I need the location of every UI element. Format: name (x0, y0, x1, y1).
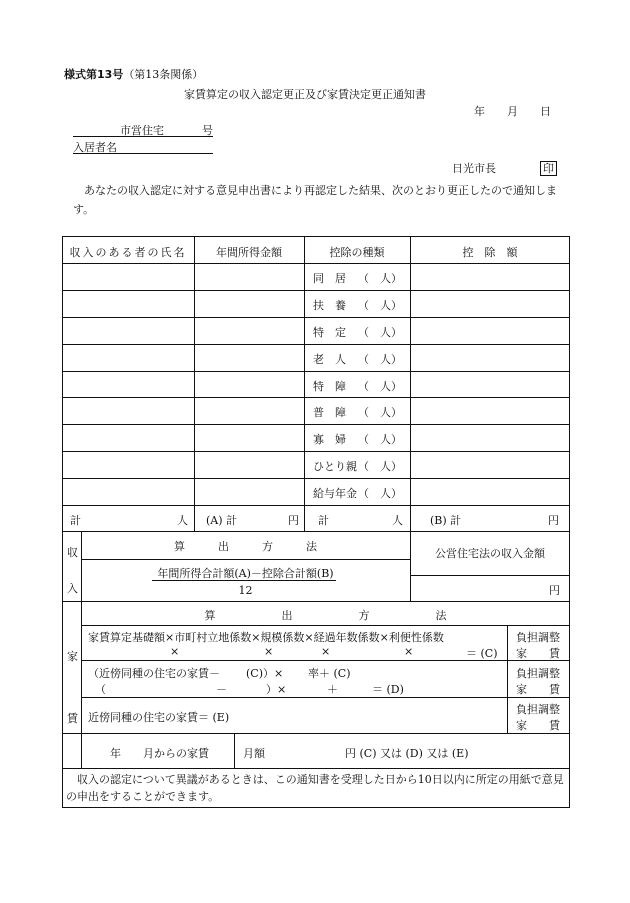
deduction-type-4: 老 人 (313, 353, 346, 366)
deduction-type-6: 普 障 (313, 406, 346, 419)
formula1-op-4: × (404, 645, 414, 658)
deduction-count-8: （ 人） (358, 460, 402, 473)
deduction-type-7: 寡 婦 (313, 433, 346, 446)
total-b-unit: 円 (548, 514, 559, 527)
rent-side-label-top: 家 (67, 650, 78, 663)
total-label-2: 計 (318, 514, 329, 527)
document-title: 家賃算定の収入認定更正及び家賃決定更正通知書 (184, 88, 426, 101)
deduction-type-5: 特 障 (313, 380, 346, 393)
income-side-label-bottom: 入 (67, 582, 78, 595)
burden-label-3b: 家 賃 (516, 719, 560, 732)
date-line: 年 月 日 (474, 105, 551, 118)
resident-name-field: 入居者名 (73, 139, 213, 154)
deduction-count-6: （ 人） (358, 406, 402, 419)
header-deduction-amount: 控 除 額 (462, 246, 518, 259)
deduction-type-3: 特 定 (313, 326, 346, 339)
intro-paragraph: あなたの収入認定に対する意見申出書により再認定した結果、次のとおり更正したので通知します。 (73, 184, 557, 216)
formula-numerator: 年間所得合計額(A)－控除合計額(B) (157, 567, 334, 580)
public-housing-income-label: 公営住宅法の収入金額 (435, 547, 545, 560)
deduction-count-9: （ 人） (358, 487, 402, 500)
total-a-unit: 円 (288, 514, 299, 527)
form-clause: （第13条関係） (123, 68, 204, 81)
deduction-count-1: （ 人） (358, 272, 402, 285)
deduction-count-4: （ 人） (358, 353, 402, 366)
formula1-op-2: × (264, 645, 274, 658)
number-line: 市営住宅 号 (73, 122, 213, 137)
burden-label-2b: 家 賃 (516, 683, 560, 696)
total-persons-unit: 人 (177, 514, 188, 527)
burden-label-1b: 家 賃 (516, 647, 560, 660)
header-deduction-type: 控除の種類 (329, 246, 385, 259)
rent-side-label-bottom: 賃 (67, 712, 78, 725)
deduction-count-3: （ 人） (358, 326, 402, 339)
formula2-line2-3: ）× (266, 683, 287, 696)
total-label: 計 (70, 514, 81, 527)
objection-note: 収入の認定について異議があるときは、この通知書を受理した日から10日以内に所定の用紙で意見の申出をすることができます。 (66, 773, 564, 803)
formula3: 近傍同種の住宅の家賃＝ (E) (88, 711, 230, 724)
income-method-header: 算 出 方 法 (174, 540, 317, 553)
deduction-type-8: ひとり親 (313, 460, 357, 473)
header-income: 年間所得金額 (216, 246, 282, 259)
formula1-line1: 家賃算定基礎額×市町村立地係数×規模係数×経過年数係数×利便性係数 (88, 631, 444, 644)
income-side-label-top: 収 (67, 546, 78, 559)
formula-denominator: 12 (238, 584, 253, 597)
formula1-op-1: × (170, 645, 180, 658)
deduction-count-5: （ 人） (358, 380, 402, 393)
total-persons-unit-2: 人 (392, 514, 403, 527)
income-yen-unit: 円 (549, 584, 560, 597)
total-b-label: (B) 計 (430, 514, 462, 527)
formula2-result: ＝ (D) (372, 683, 404, 696)
burden-label-3a: 負担調整 (516, 703, 560, 716)
deduction-type-1: 同 居 (313, 272, 346, 285)
burden-label-2a: 負担調整 (516, 667, 560, 680)
formula2-part-3: 率＋ (C) (308, 667, 351, 680)
seal-mark: 印 (540, 161, 557, 176)
monthly-value: 円 (C) 又は (D) 又は (E) (345, 747, 469, 760)
deduction-count-2: （ 人） (358, 299, 402, 312)
deduction-type-9: 給与年金 (313, 487, 357, 500)
deduction-type-2: 扶 養 (313, 299, 346, 312)
issuer: 日光市長 印 (452, 160, 557, 176)
formula2-part-2: (C)）× (246, 667, 284, 680)
total-a-label: (A) 計 (206, 514, 238, 527)
formula2-part-1: （近傍同種の住宅の家賃－ (88, 667, 220, 680)
burden-label-1a: 負担調整 (516, 631, 560, 644)
deduction-count-7: （ 人） (358, 433, 402, 446)
form-number: 様式第13号 (64, 68, 124, 81)
monthly-label: 月額 (243, 747, 265, 760)
rent-from-label: 年 月からの家賃 (110, 747, 209, 760)
header-name: 収入のある者の氏名 (69, 246, 187, 259)
formula2-line2-1: （ (95, 683, 106, 696)
formula2-line2-2: － (216, 683, 227, 696)
formula1-op-3: × (321, 645, 331, 658)
formula1-result: ＝ (C) (466, 647, 498, 660)
rent-method-header: 算 出 方 法 (204, 609, 447, 622)
formula2-line2-4: ＋ (327, 683, 338, 696)
